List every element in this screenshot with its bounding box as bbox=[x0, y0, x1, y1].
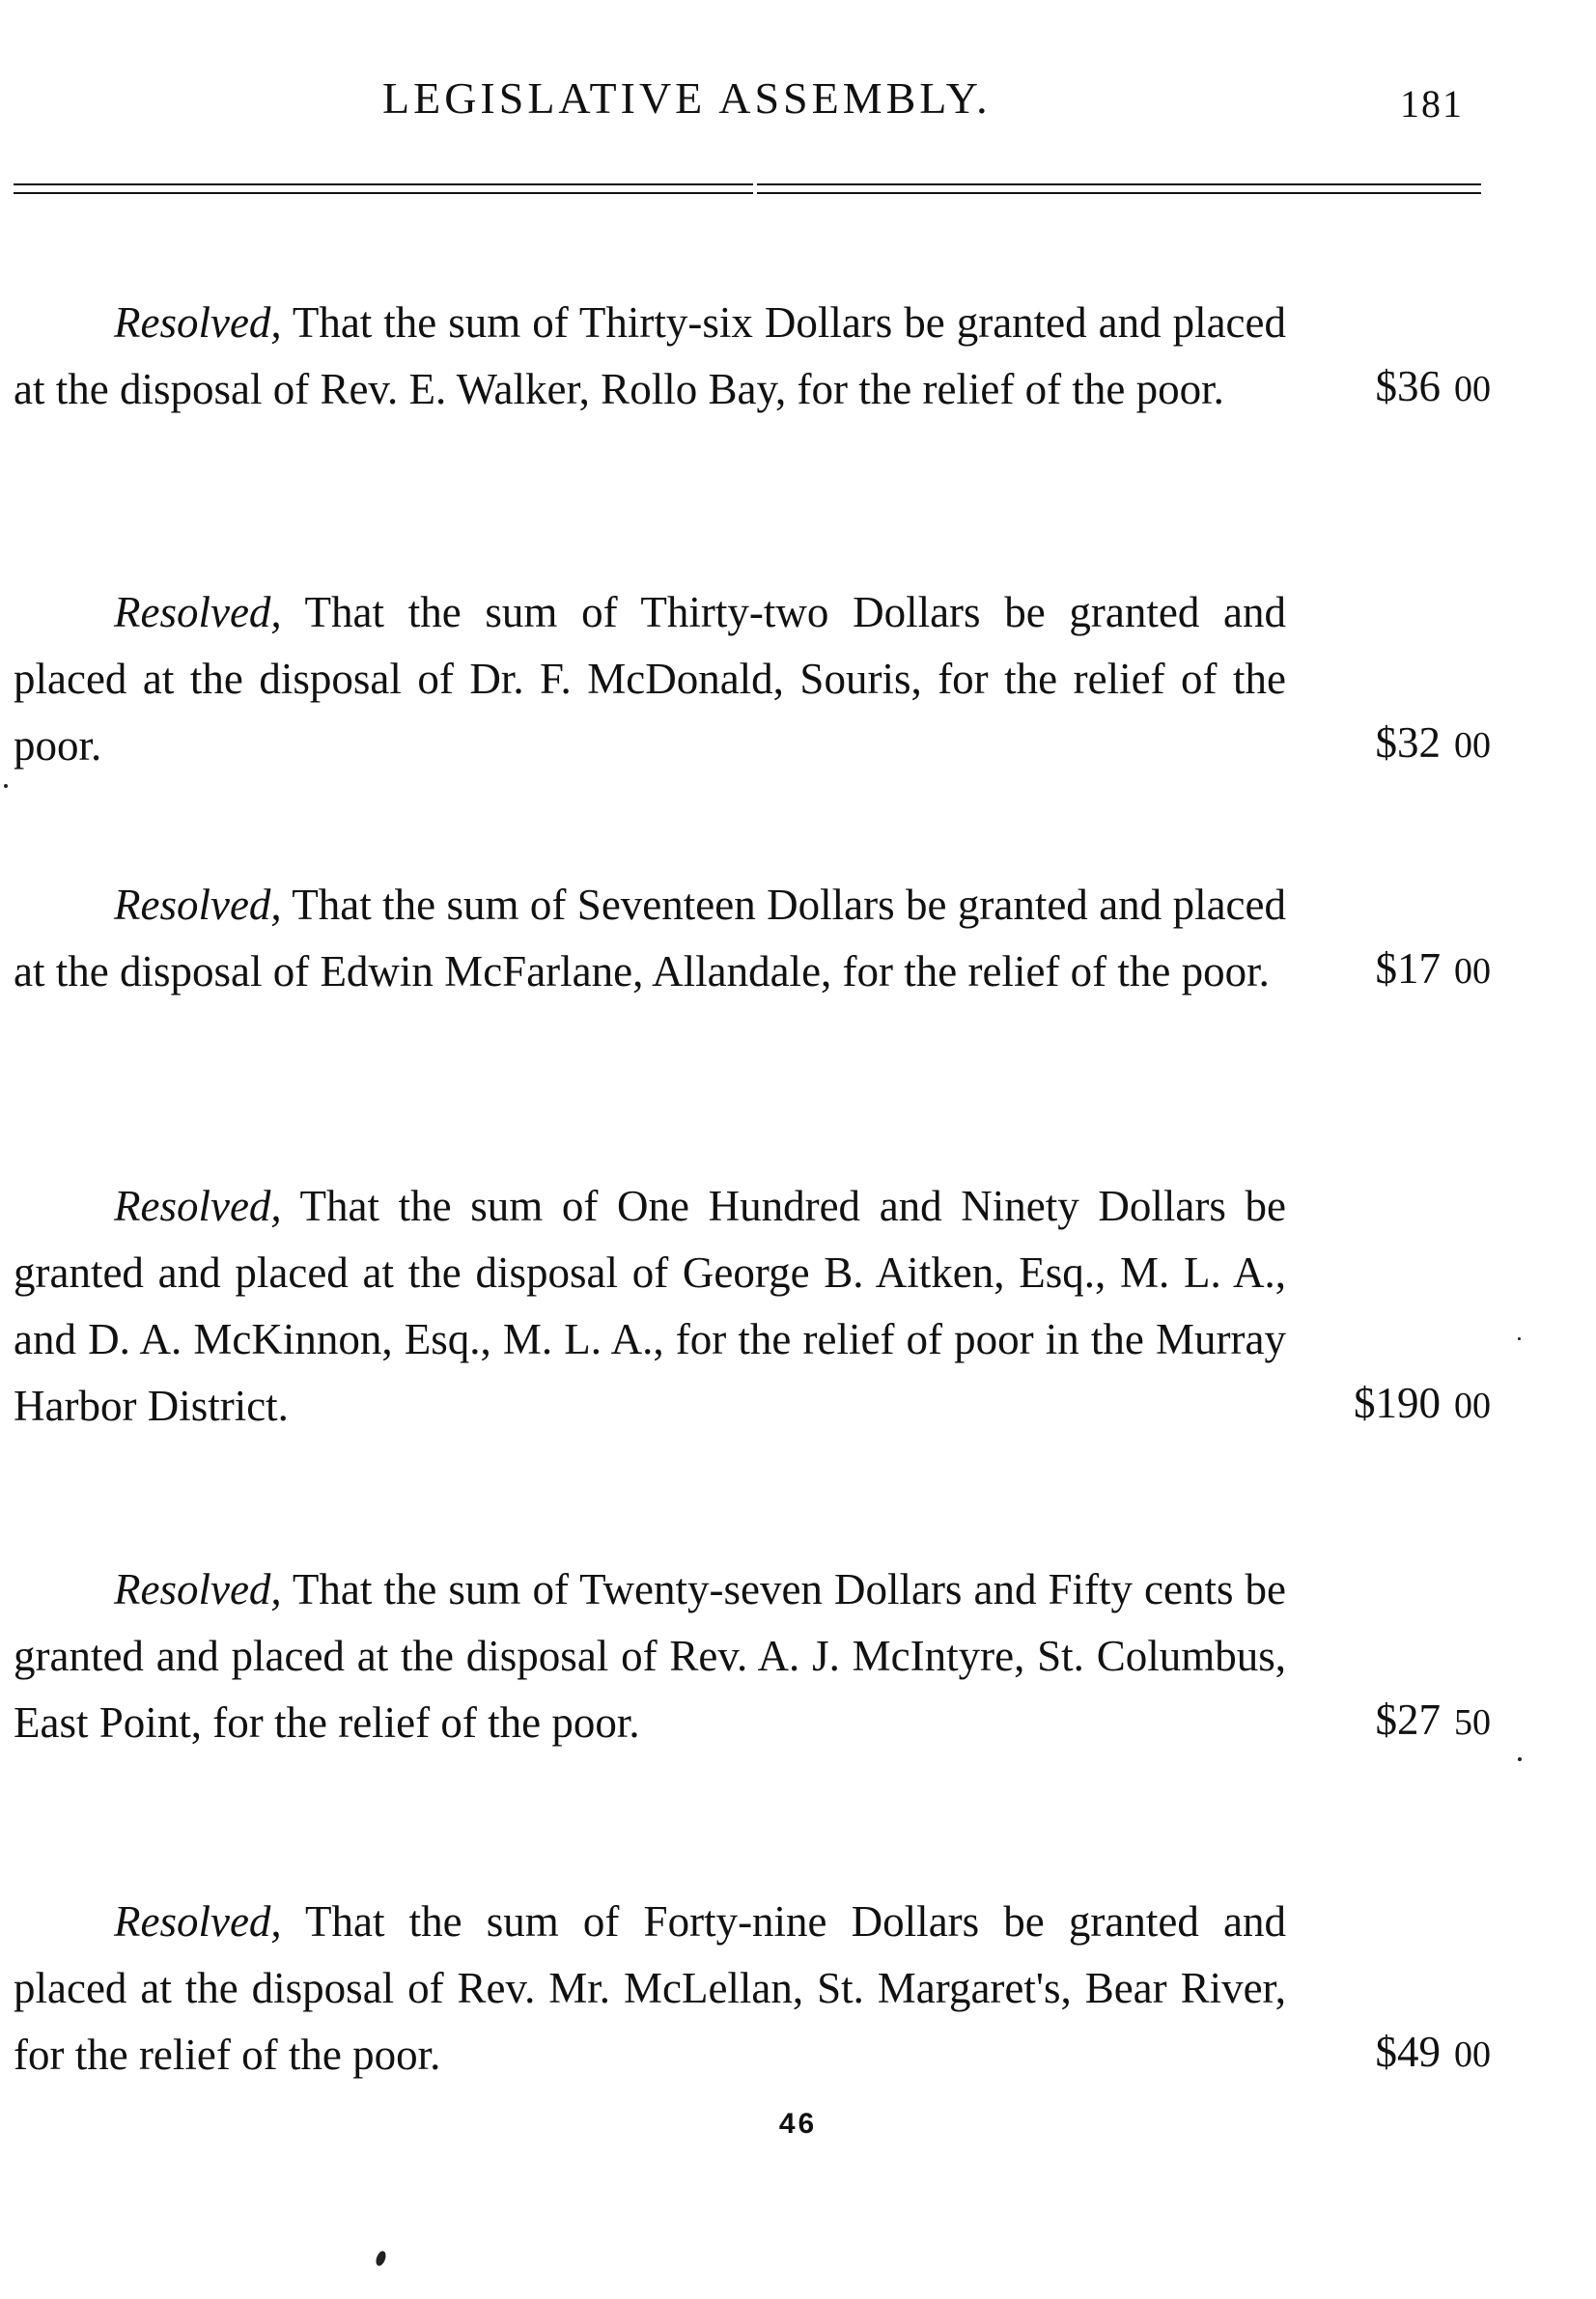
resolution-amount bbox=[1376, 353, 1492, 423]
resolution-amount bbox=[1376, 936, 1492, 1005]
amount-cents: 00 bbox=[1454, 1386, 1491, 1426]
ink-speck bbox=[4, 784, 8, 788]
resolution-item bbox=[14, 579, 1491, 779]
amount-cents: 00 bbox=[1454, 369, 1491, 409]
running-head bbox=[0, 70, 1596, 127]
header-rule bbox=[14, 183, 753, 185]
resolution-amount bbox=[1354, 1370, 1491, 1440]
resolved-lead: Resolved, bbox=[114, 1565, 282, 1613]
amount-cents: 00 bbox=[1454, 2034, 1491, 2075]
resolved-lead: Resolved, bbox=[114, 881, 282, 929]
header-rule bbox=[14, 192, 753, 194]
amount-cents: 00 bbox=[1454, 951, 1491, 992]
resolution-body: That the sum of Twenty-seven Dollars and Fifty cents be granted and placed at the disposal of Rev. A. J. McIntyre, St. Columbus, East Point, for the relief of the poor. bbox=[14, 1565, 1287, 1747]
resolution-amount bbox=[1376, 710, 1492, 779]
amount-cents: 50 bbox=[1454, 1702, 1491, 1743]
resolution-item bbox=[14, 1889, 1491, 2089]
page-title: LEGISLATIVE ASSEMBLY. bbox=[382, 73, 992, 123]
resolution-item bbox=[14, 290, 1491, 423]
ink-speck bbox=[375, 2250, 388, 2267]
resolution-text bbox=[14, 872, 1286, 1005]
resolved-lead: Resolved, bbox=[114, 588, 282, 636]
amount-dollars: $49 bbox=[1375, 2028, 1441, 2076]
resolution-body: That the sum of Forty-nine Dollars be granted and placed at the disposal of Rev. Mr. McLellan, St. Margaret's, Bear River, for the relief of the poor. bbox=[14, 1897, 1286, 2079]
resolution-item bbox=[14, 1173, 1491, 1440]
amount-dollars: $190 bbox=[1354, 1379, 1441, 1427]
resolution-text bbox=[14, 1556, 1286, 1756]
resolution-text bbox=[14, 290, 1286, 423]
resolution-body: That the sum of Seventeen Dollars be granted and placed at the disposal of Edwin McFarlane, Allandale, for the relief of the poor. bbox=[14, 881, 1287, 995]
resolved-lead: Resolved, bbox=[114, 298, 282, 347]
amount-cents: 00 bbox=[1454, 725, 1491, 766]
amount-dollars: $36 bbox=[1375, 362, 1441, 410]
resolved-lead: Resolved, bbox=[114, 1897, 282, 1946]
amount-dollars: $32 bbox=[1375, 718, 1441, 767]
resolved-lead: Resolved, bbox=[114, 1182, 282, 1230]
resolution-item bbox=[14, 1556, 1491, 1756]
resolution-amount bbox=[1376, 1687, 1492, 1756]
resolution-text bbox=[14, 1889, 1286, 2089]
header-rule bbox=[757, 192, 1481, 194]
resolution-amount bbox=[1376, 2019, 1492, 2089]
ink-speck bbox=[1518, 1757, 1522, 1761]
resolution-body: That the sum of One Hundred and Ninety Dollars be granted and placed at the disposal of George B. Aitken, Esq., M. L. A., and D. A. McKinnon, Esq., M. L. A., for the relief of poor in the Murray Harbor District. bbox=[14, 1182, 1286, 1430]
resolution-body: That the sum of Thirty-six Dollars be granted and placed at the disposal of Rev. E. Walker, Rollo Bay, for the relief of the poor. bbox=[14, 298, 1286, 413]
resolution-text bbox=[14, 1173, 1286, 1440]
amount-dollars: $17 bbox=[1375, 944, 1441, 993]
header-rule bbox=[757, 183, 1481, 185]
resolution-text bbox=[14, 579, 1286, 779]
resolution-item bbox=[14, 872, 1491, 1005]
ink-speck bbox=[1518, 1337, 1521, 1340]
signature-mark: 46 bbox=[778, 2108, 818, 2140]
amount-dollars: $27 bbox=[1375, 1696, 1441, 1744]
resolution-body: That the sum of Thirty-two Dollars be granted and placed at the disposal of Dr. F. McDonald, Souris, for the relief of the poor. bbox=[14, 588, 1286, 770]
page-number: 181 bbox=[1400, 82, 1464, 126]
